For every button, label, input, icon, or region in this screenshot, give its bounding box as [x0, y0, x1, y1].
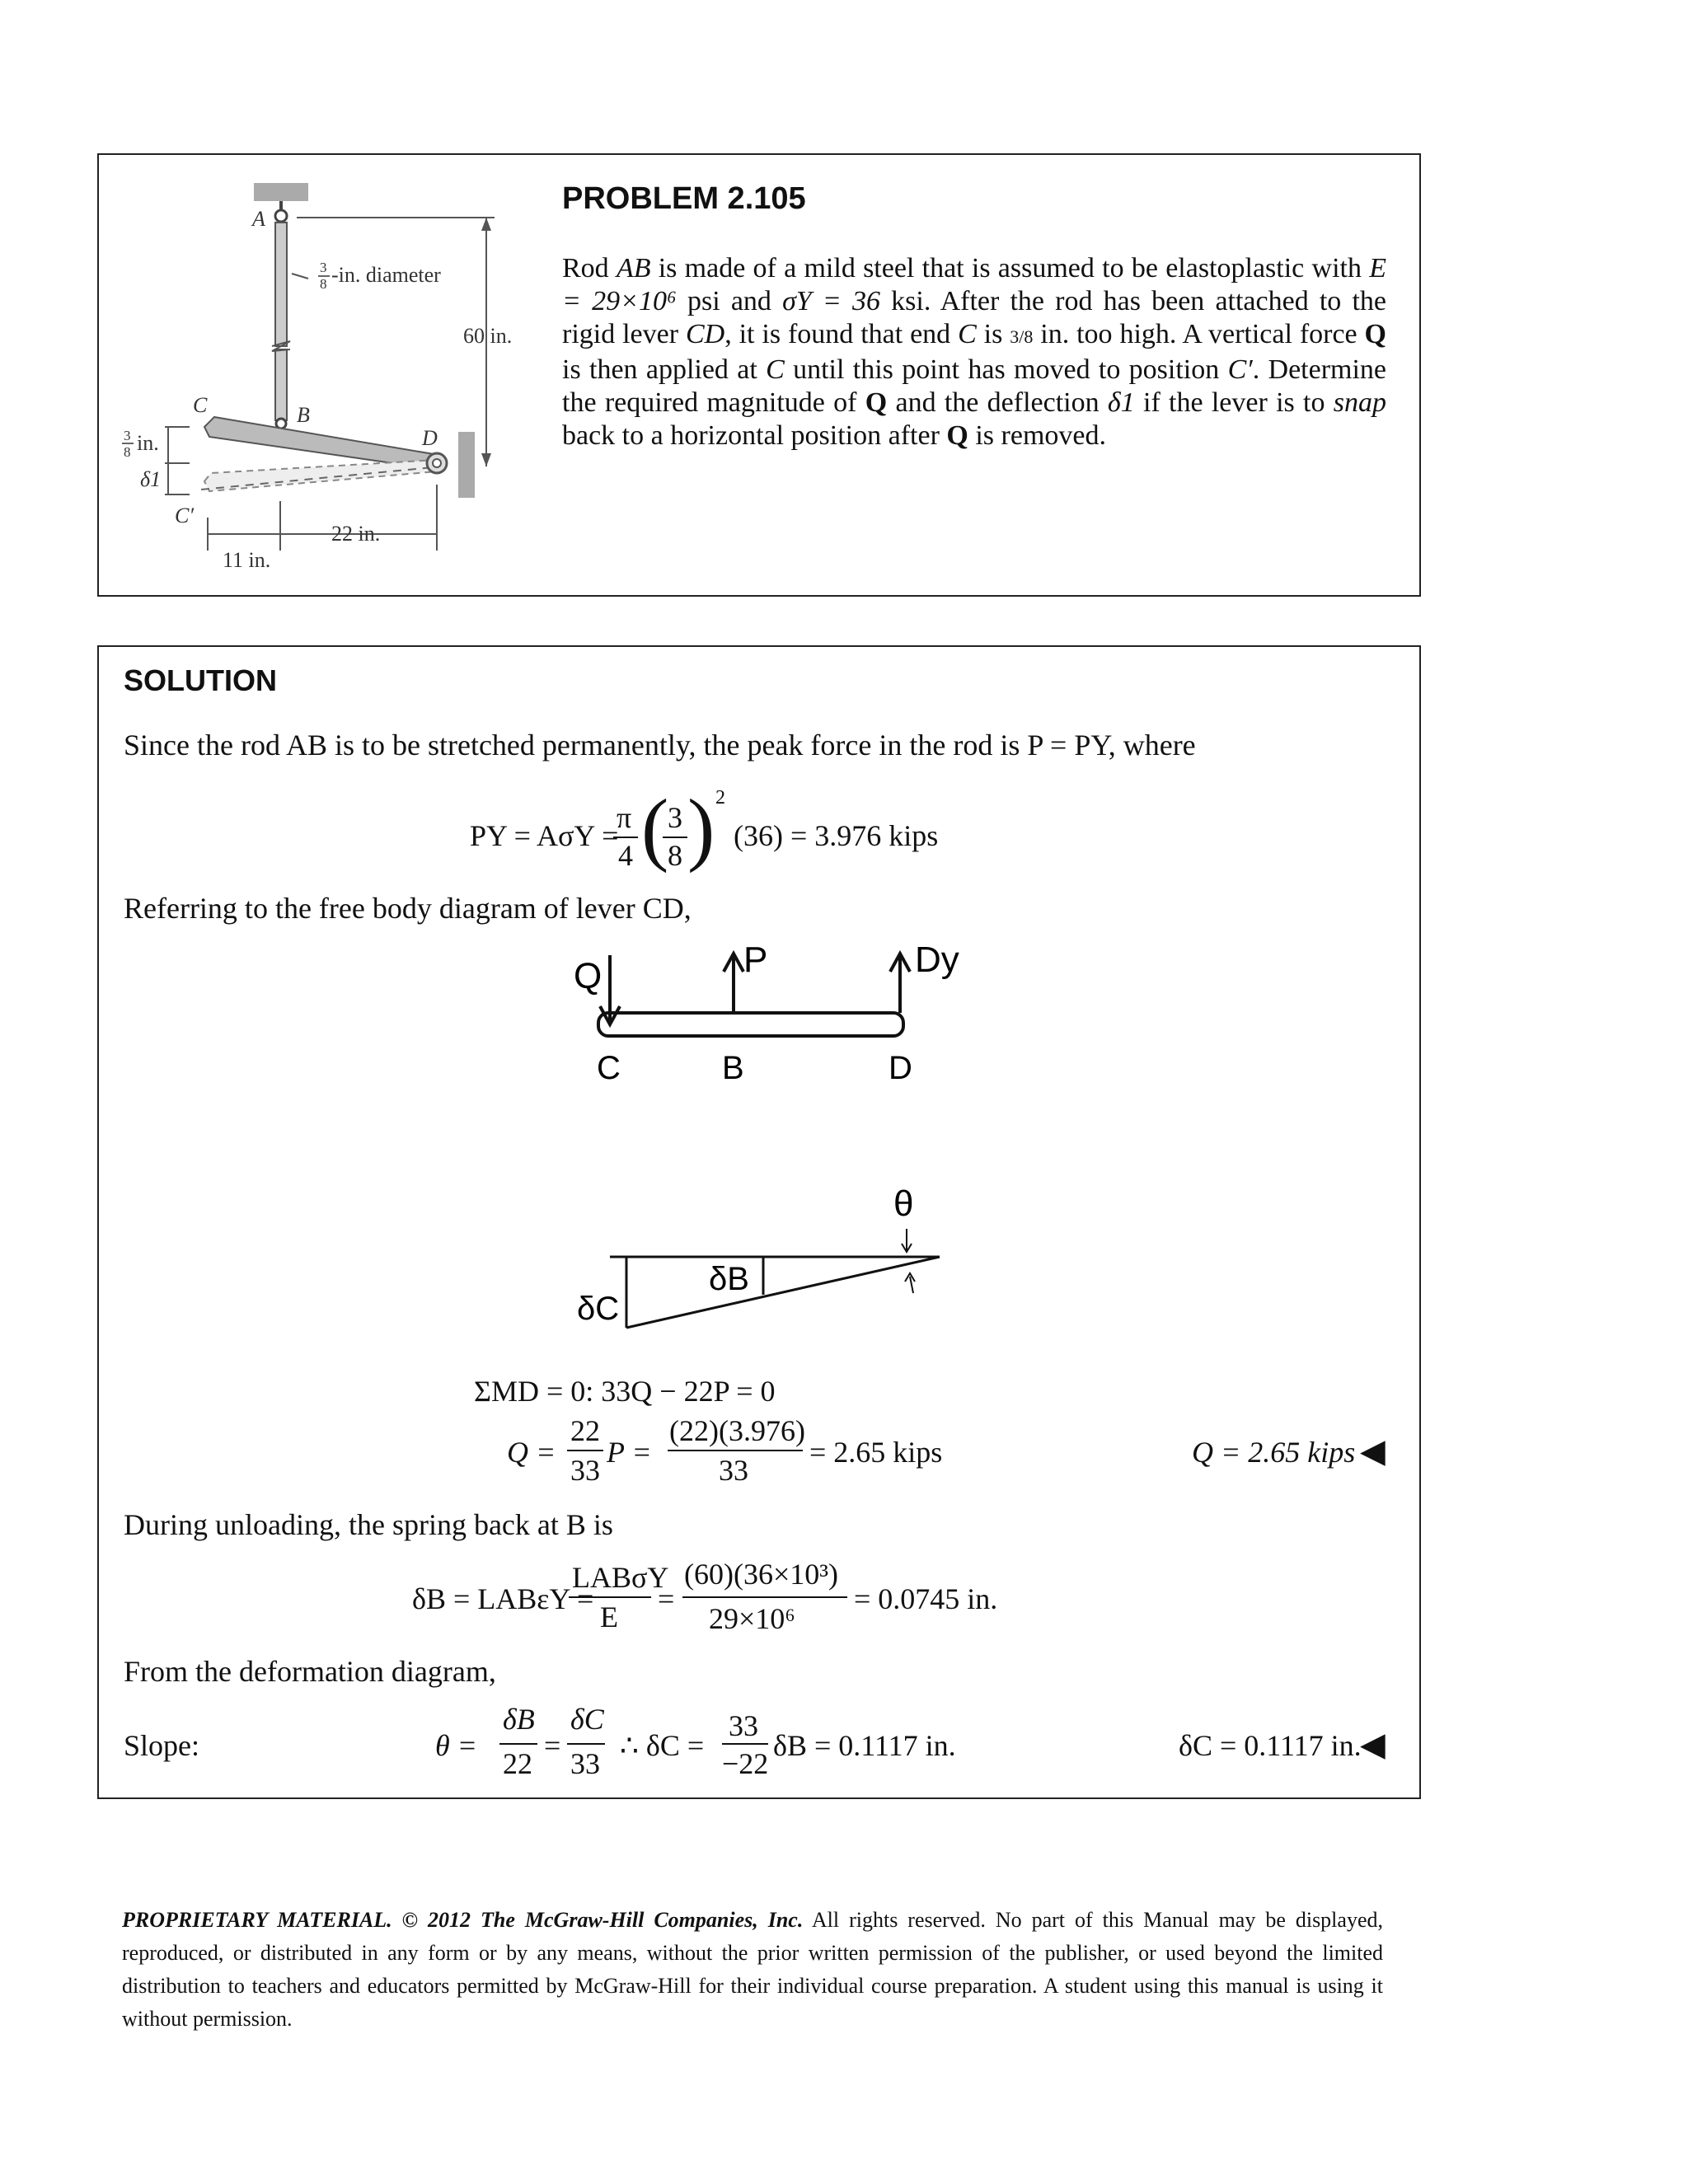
label-b: B: [297, 403, 310, 427]
label-11in: 11 in.: [223, 548, 271, 572]
eq-py-exp: 2: [715, 787, 725, 808]
label-60in: 60 in.: [463, 324, 513, 348]
eq-q-lhs: Q =: [507, 1436, 556, 1469]
deformation-diagram: [511, 1158, 973, 1347]
label-3-8-in: in.: [137, 431, 159, 455]
eq-q-33: 33: [570, 1454, 600, 1487]
eq-db-den1: E: [600, 1601, 618, 1633]
eq-s-therefore: ∴ δC =: [620, 1729, 705, 1762]
fbd-d: D: [889, 1050, 912, 1086]
eq-s-d2: 33: [570, 1747, 600, 1780]
def-dc: δC: [577, 1291, 620, 1327]
eq-py-lhs: PY = AσY =: [470, 819, 619, 852]
problem-box: [97, 153, 1421, 597]
eq-s-d1: 22: [503, 1747, 532, 1780]
eq-moment: ΣMD = 0: 33Q − 22P = 0: [474, 1375, 776, 1408]
footer-bold: PROPRIETARY MATERIAL. © 2012 The McGraw-Hill Companies, Inc.: [122, 1908, 804, 1932]
eq-q-p: P =: [607, 1436, 652, 1469]
eq-s-n2: δC: [570, 1703, 604, 1736]
lever-bar: [598, 1013, 903, 1036]
eq-db-num1: LABσY: [572, 1561, 669, 1594]
solution-box: SOLUTION Since the rod AB is to be stretched permanently, the peak force in the rod is P = PY, where PY = AσY = π 4 ( 3 8 ) 2 (36) = 3.976 kips Referring to the free body diagram of lever CD, Q P Dy C B D θ δC δB ΣMD = 0: 33Q − 22P = 0 Q = 22 33 P = (22)(3.976) 33 = 2.65 kips Q = 2.65 kips ◀ During unloading, the spring back at B is δB = LABεY = LABσY E = (60)(36×10³) 29×10⁶ = 0.0745 in. From the deformation diagram, Slope: θ = δB 22 = δC 33 ∴ δC = 33 −22 δB = 0.1117 in. δC = 0.1117 in. ◀: [97, 645, 1421, 1799]
svg-text:8: 8: [320, 276, 327, 292]
wall-d: [458, 432, 475, 498]
rod-ab: [275, 223, 287, 346]
problem-title: PROBLEM 2.105: [562, 181, 806, 216]
ceiling-support: [254, 183, 308, 201]
fbd-b: B: [722, 1050, 744, 1086]
eq-py-pi: π: [617, 801, 632, 834]
lever-deflected: [204, 460, 437, 491]
rod-diameter-label: -in. diameter: [331, 263, 441, 287]
problem-figure: [99, 155, 560, 592]
eq-s-n3: 33: [729, 1709, 758, 1742]
eq-q-num: (22)(3.976): [669, 1414, 805, 1447]
solution-line-3: During unloading, the spring back at B is: [124, 1508, 613, 1541]
answer-dc: δC = 0.1117 in.: [1179, 1729, 1362, 1762]
eq-py-rhs: (36) = 3.976 kips: [734, 819, 939, 852]
eq-db-den2: 29×10⁶: [709, 1602, 795, 1635]
answer-q: Q = 2.65 kips: [1192, 1436, 1356, 1469]
solution-title: SOLUTION: [124, 663, 277, 697]
label-22in: 22 in.: [331, 522, 381, 546]
eq-db-lhs: δB = LABεY =: [412, 1582, 594, 1615]
pin-a-icon: [275, 210, 287, 222]
footer-text: All rights reserved. No part of this Manual may be displayed, reproduced, or distributed in any form or by any means, without the prior written permission of the publisher, or used beyond the limited distribution to teachers and educators permitted by McGraw-Hill for their individual course preparation. A student using this manual is using it without permission.: [122, 1908, 1383, 2031]
svg-text:8: 8: [124, 444, 131, 460]
eq-q-den: 33: [719, 1454, 748, 1487]
label-c: C: [193, 393, 208, 417]
fbd-q: Q: [574, 956, 603, 996]
problem-statement: Rod AB is made of a mild steel that is assumed to be elastoplastic with E = 29×10⁶ psi and σY = 36 ksi. After the rod has been attached to the rigid lever CD, it is found that end C is 3/8 in. too high. A vertical force Q is then applied at C until this point has moved to position C′. Determine the required magnitude of Q and the deflection δ1 if the lever is to snap back to a horizontal position after Q is removed.: [562, 253, 1387, 451]
eq-db-rhs: = 0.0745 in.: [854, 1582, 998, 1615]
eq-s-d3: −22: [722, 1747, 769, 1780]
eq-s-theta: θ =: [435, 1729, 477, 1762]
eq-py-4: 4: [618, 839, 633, 872]
slope-label: Slope:: [124, 1729, 200, 1762]
solution-line-2: Referring to the free body diagram of lever CD,: [124, 892, 692, 925]
label-a: A: [252, 207, 265, 231]
fbd-p: P: [743, 940, 768, 980]
eq-db-eq: =: [658, 1582, 675, 1615]
def-db: δB: [709, 1261, 749, 1297]
answer-q-marker-icon: ◀: [1360, 1432, 1386, 1469]
fbd-dy: Dy: [915, 940, 959, 980]
eq-s-rhs: δB = 0.1117 in.: [773, 1729, 956, 1762]
eq-db-num2: (60)(36×10³): [684, 1558, 839, 1591]
answer-dc-marker-icon: ◀: [1360, 1726, 1386, 1763]
eq-py-3: 3: [668, 801, 682, 834]
eq-q-rhs: = 2.65 kips: [809, 1436, 943, 1469]
svg-text:3: 3: [320, 260, 327, 275]
solution-line-1: Since the rod AB is to be stretched permanently, the peak force in the rod is P = PY, where: [124, 729, 1196, 762]
solution-line-4: From the deformation diagram,: [124, 1655, 496, 1688]
svg-text:3: 3: [124, 428, 131, 443]
eq-q-22: 22: [570, 1414, 600, 1447]
label-delta1: δ1: [140, 467, 162, 491]
label-c-prime: C′: [175, 504, 195, 527]
copyright-footer: [122, 1904, 1383, 2036]
label-d: D: [422, 426, 438, 450]
eq-py-8: 8: [668, 839, 682, 872]
eq-s-n1: δB: [503, 1703, 535, 1736]
def-theta: θ: [893, 1183, 914, 1224]
free-body-diagram: [495, 939, 959, 1120]
fbd-c: C: [597, 1050, 621, 1086]
